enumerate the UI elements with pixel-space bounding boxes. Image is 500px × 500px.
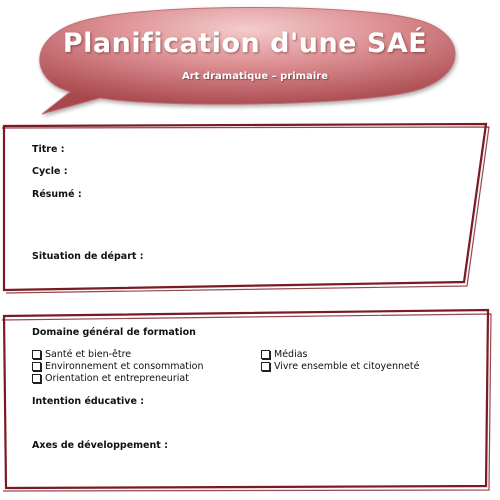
checkbox-label: Santé et bien-être [45, 349, 132, 360]
checkbox-label: Environnement et consommation [45, 361, 204, 372]
checkbox-vivre-ensemble[interactable] [261, 361, 419, 372]
checkbox-sante[interactable] [32, 349, 131, 360]
checkbox-medias[interactable] [261, 349, 307, 360]
axes-label: Axes de développement : [32, 440, 168, 451]
situation-label: Situation de départ : [32, 251, 144, 262]
titre-label: Titre : [32, 144, 65, 155]
checkbox-label: Orientation et entrepreneuriat [45, 373, 189, 384]
cycle-label: Cycle : [32, 166, 68, 177]
checkbox-orientation[interactable] [32, 373, 189, 384]
checkbox-icon[interactable] [261, 362, 270, 371]
checkbox-icon[interactable] [32, 350, 41, 359]
domaine-label: Domaine général de formation [32, 327, 196, 338]
checkbox-icon[interactable] [32, 374, 41, 383]
checkbox-label: Vivre ensemble et citoyenneté [274, 361, 420, 372]
page-subtitle: Art dramatique – primaire [182, 71, 328, 82]
page-title: Planification d'une SAÉ [62, 28, 428, 59]
checkbox-environnement[interactable] [32, 361, 203, 372]
resume-label: Résumé : [32, 189, 82, 200]
checkbox-icon[interactable] [261, 350, 270, 359]
checkbox-label: Médias [274, 349, 308, 360]
intention-label: Intention éducative : [32, 396, 145, 407]
checkbox-icon[interactable] [32, 362, 41, 371]
